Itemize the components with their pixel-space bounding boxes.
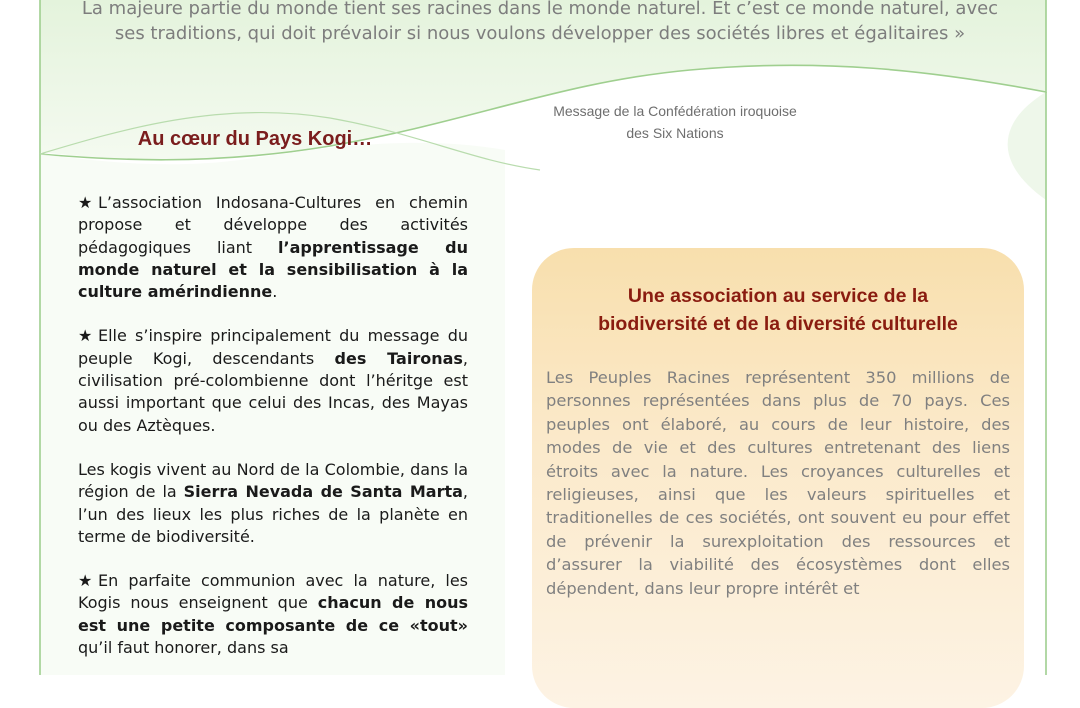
paragraph-kogi-message: ★ Elle s’inspire principalement du message du peuple Kogi, descendants des Taironas, civilisation pré-colombienne dont l’héritge est aussi important que celui des Incas, des Mayas ou des Aztèques. [78,326,468,435]
sidebar-paragraph-1: Les Peuples Racines représentent 350 millions de personnes représentées dans plus de 70 pays. Ces peuples ont élaboré, au cours de leur histoire, des modes de vie et des cultures entretenant des liens étroits avec la nature. [546,368,1010,481]
left-column [78,192,468,681]
quote-attribution [490,100,860,144]
paragraph-location: Les kogis vivent au Nord de la Colombie, dans la région de la Sierra Nevada de Santa Marta, l’un des lieux les plus riches de la planète en terme de biodiversité. [78,459,469,546]
highlight-text: chacun de nous est une petite composante de ce «tout» [78,593,468,635]
attribution-line-1: Message de la Confédération iroquoise [553,103,797,119]
paragraph-association: ★ L’association Indosana-Cultures en chemin propose et développe des activités pédagogiques liant l’apprentissage du monde naturel et la sensibilisation à la culture amérindienne. [78,193,469,302]
star-icon: ★ [78,326,93,346]
sidebar-title: Une association au service de la biodiversité et de la diversité culturelle [598,285,958,335]
lower-green-panel [1008,92,1046,200]
highlight-text: Sierra Nevada de Santa Marta [183,482,463,502]
star-icon: ★ [78,571,93,591]
quote-text: La majeure partie du monde tient ses racines dans le monde naturel. Et c’est ce monde naturel, avec ses traditions, qui doit prévaloir si nous voulons développer des sociétés libres et égalitaires » [81,0,999,44]
paragraph-communion: ★ En parfaite communion avec la nature, les Kogis nous enseignent que chacun de nous est une petite composante de ce «tout» qu’il faut honorer, dans sa [78,571,468,658]
section-title: Au cœur du Pays Kogi… [137,128,373,150]
sidebar-paragraph-2: Les croyances culturelles et religieuses, ainsi que les valeurs spirituelles et traditionelles de ces sociétés, ont souvent eu pour effet de prévenir la surexploitation des ressources et d’assurer la viabilité des écosystèmes dont elles dépendent, dans leur propre intérêt et [546,461,1010,598]
sidebar-box [532,248,1024,708]
highlight-text: l’apprentissage du monde naturel et la sensibilisation à la culture amérindienne [78,237,469,302]
star-icon: ★ [78,193,93,212]
attribution-line-2: des Six Nations [626,125,724,141]
highlight-text: des Taironas [334,348,463,368]
sidebar-body [546,366,1010,600]
